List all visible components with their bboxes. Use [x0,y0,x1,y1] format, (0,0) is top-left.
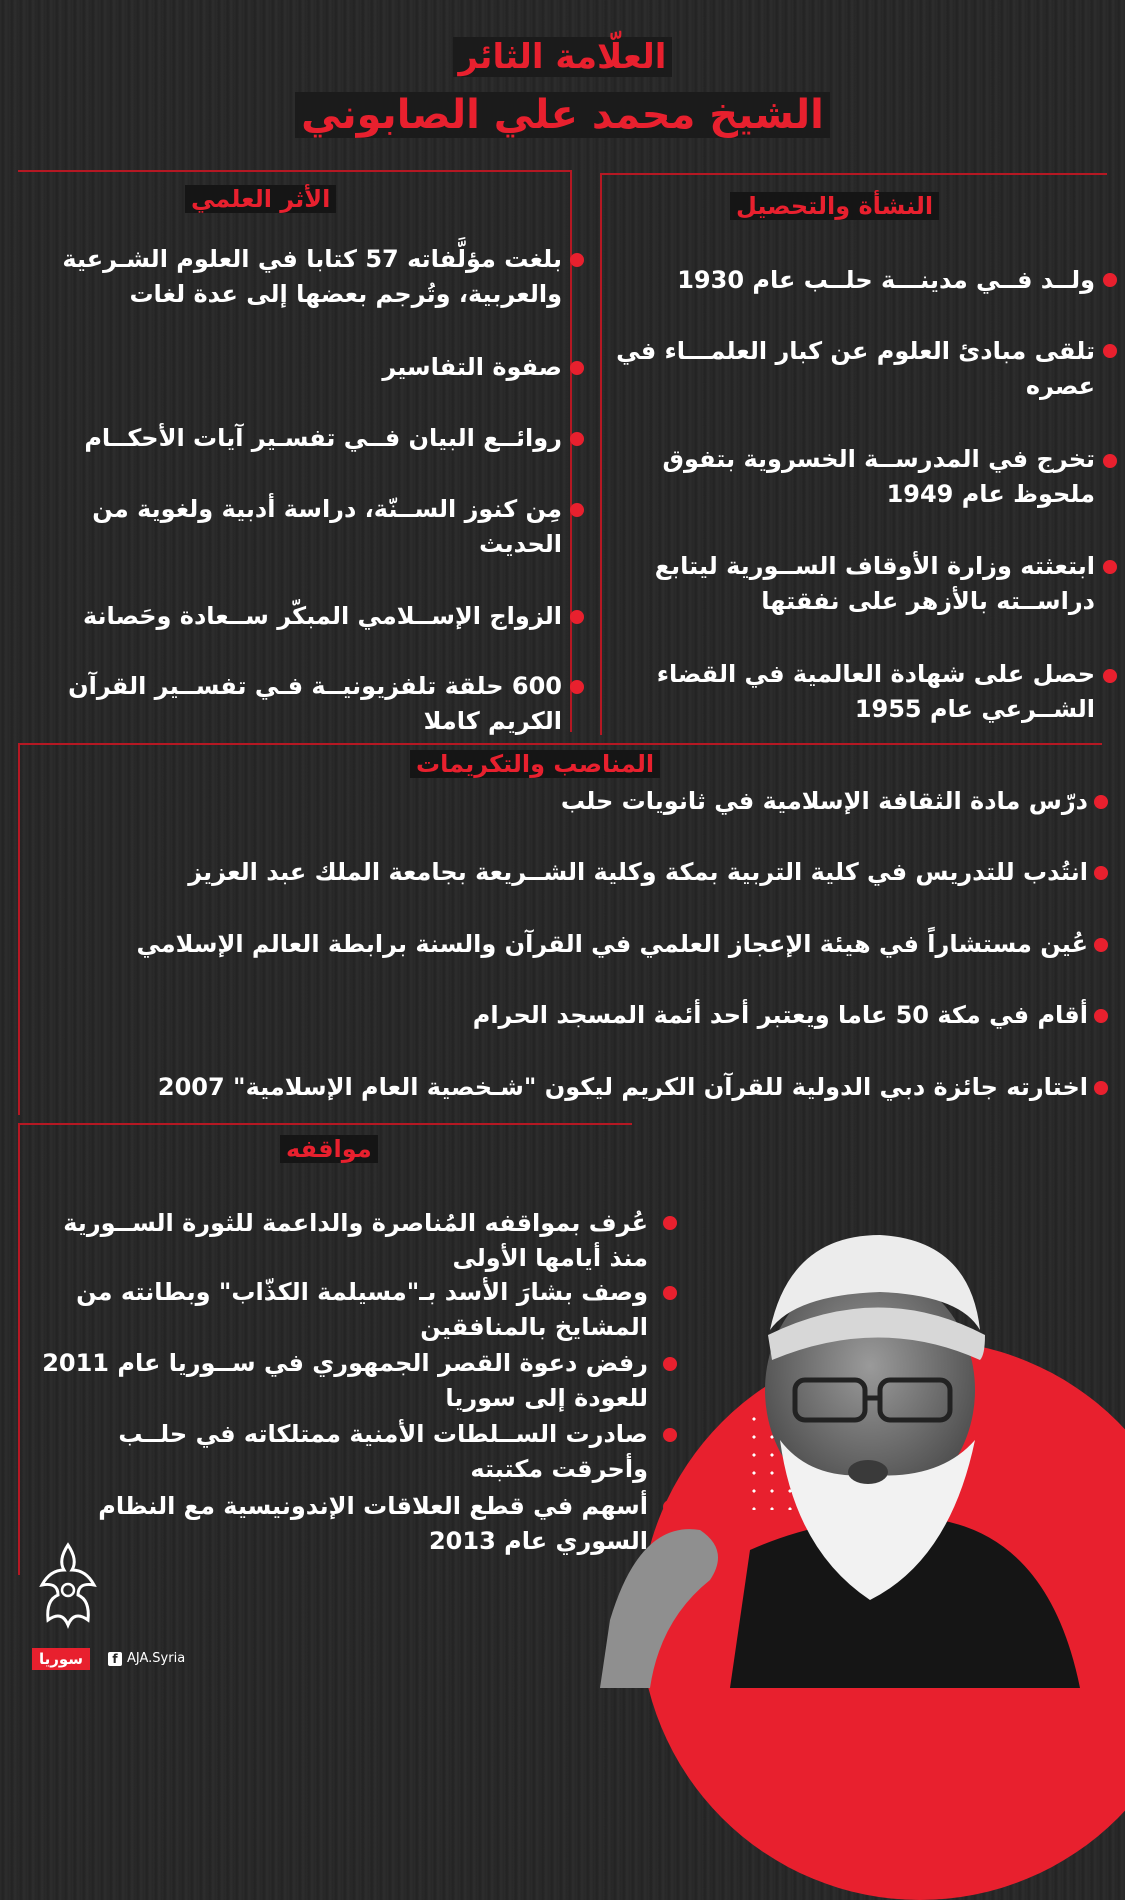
bullet-dot [663,1216,677,1230]
title-line-2: الشيخ محمد علي الصابوني [0,95,1125,135]
bullet-dot [1094,795,1108,809]
upbringing-item: تخرج في المدرســة الخسروية بتفوق ملحوظ عام 1949 [662,445,1095,508]
bullet-dot [1094,938,1108,952]
stances-item: عُرف بمواقفه المُناصرة والداعمة للثورة الســورية منذ أيامها الأولى [63,1209,648,1272]
bullet-dot [1103,454,1117,468]
bullet-dot [663,1286,677,1300]
positions-title: المناصب والتكريمات [410,750,660,778]
positions-item: عُين مستشاراً في هيئة الإعجاز العلمي في القرآن والسنة برابطة العالم الإسلامي [136,930,1088,958]
stances-item: أسهم في قطع العلاقات الإندونيسية مع النظام السوري عام 2013 [98,1492,648,1555]
bullet-dot [1094,1009,1108,1023]
bullet-dot [570,610,584,624]
stances-item: صادرت الســلطات الأمنية ممتلكاته في حلــب وأحرقت مكتبته [118,1420,648,1483]
stances-item: رفض دعوة القصر الجمهوري في ســوريا عام 2011 للعودة إلى سوريا [42,1349,648,1412]
bullet-dot [663,1357,677,1371]
upbringing-item: تلقى مبادئ العلوم عن كبار العلمـــاء في عصره [616,337,1095,400]
upbringing-item: ابتعثته وزارة الأوقاف الســورية ليتابع دراســته بالأزهر على نفقتها [654,552,1095,615]
scholarly-item: بلغت مؤلَّفاته 57 كتابا في العلوم الشـرعية والعربية، وتُرجم بعضها إلى عدة لغات [62,245,562,308]
bullet-dot [570,680,584,694]
bullet-dot [570,253,584,267]
scholarly-item: روائــع البيان فــي تفسـير آيات الأحكــام [84,424,562,452]
scholarly-item: 600 حلقة تلفزيونيــة فـي تفســير القرآن الكريم كاملا [68,672,562,735]
upbringing-item: حصل على شهادة العالمية في القضاء الشــرعي عام 1955 [656,660,1095,723]
social-handle: AJA.Syria [127,1651,186,1666]
positions-item: أقام في مكة 50 عاما ويعتبر أحد أئمة المسجد الحرام [472,1001,1088,1029]
upbringing-title: النشأة والتحصيل [730,192,939,220]
positions-item: انتُدب للتدريس في كلية التربية بمكة وكلية الشــريعة بجامعة الملك عبد العزيز [188,858,1088,886]
title-line-1: العلّامة الثائر [0,40,1125,74]
bullet-dot [1103,560,1117,574]
positions-item: درّس مادة الثقافة الإسلامية في ثانويات حلب [560,787,1088,815]
bullet-dot [1103,669,1117,683]
positions-item: اختارته جائزة دبي الدولية للقرآن الكريم ليكون "شـخصية العام الإسلامية" 2007 [157,1073,1088,1101]
aljazeera-logo-icon [28,1540,108,1630]
bullet-dot [663,1500,677,1514]
bullet-dot [663,1428,677,1442]
scholarly-item: الزواج الإســلامي المبكّر ســعادة وحَصانة [82,602,562,630]
scholarly-title: الأثر العلمي [185,185,336,213]
scholarly-item: مِن كنوز الســنّة، دراسة أدبية ولغوية من الحديث [92,495,562,558]
upbringing-item: ولــد فــي مدينـــة حلــب عام 1930 [677,266,1095,294]
sheikh-portrait [580,1220,1125,1688]
bullet-dot [570,503,584,517]
facebook-icon: f [108,1652,122,1666]
stances-item: وصف بشارَ الأسد بـ"مسيلمة الكذّاب" وبطانته من المشايخ بالمنافقين [76,1278,648,1341]
syria-badge: سوريا [32,1648,90,1670]
scholarly-item: صفوة التفاسير [382,353,562,381]
stances-title: مواقفه [280,1135,378,1163]
bullet-dot [1103,344,1117,358]
bullet-dot [1103,273,1117,287]
bullet-dot [1094,1081,1108,1095]
bullet-dot [570,361,584,375]
bullet-dot [1094,866,1108,880]
bullet-dot [570,432,584,446]
